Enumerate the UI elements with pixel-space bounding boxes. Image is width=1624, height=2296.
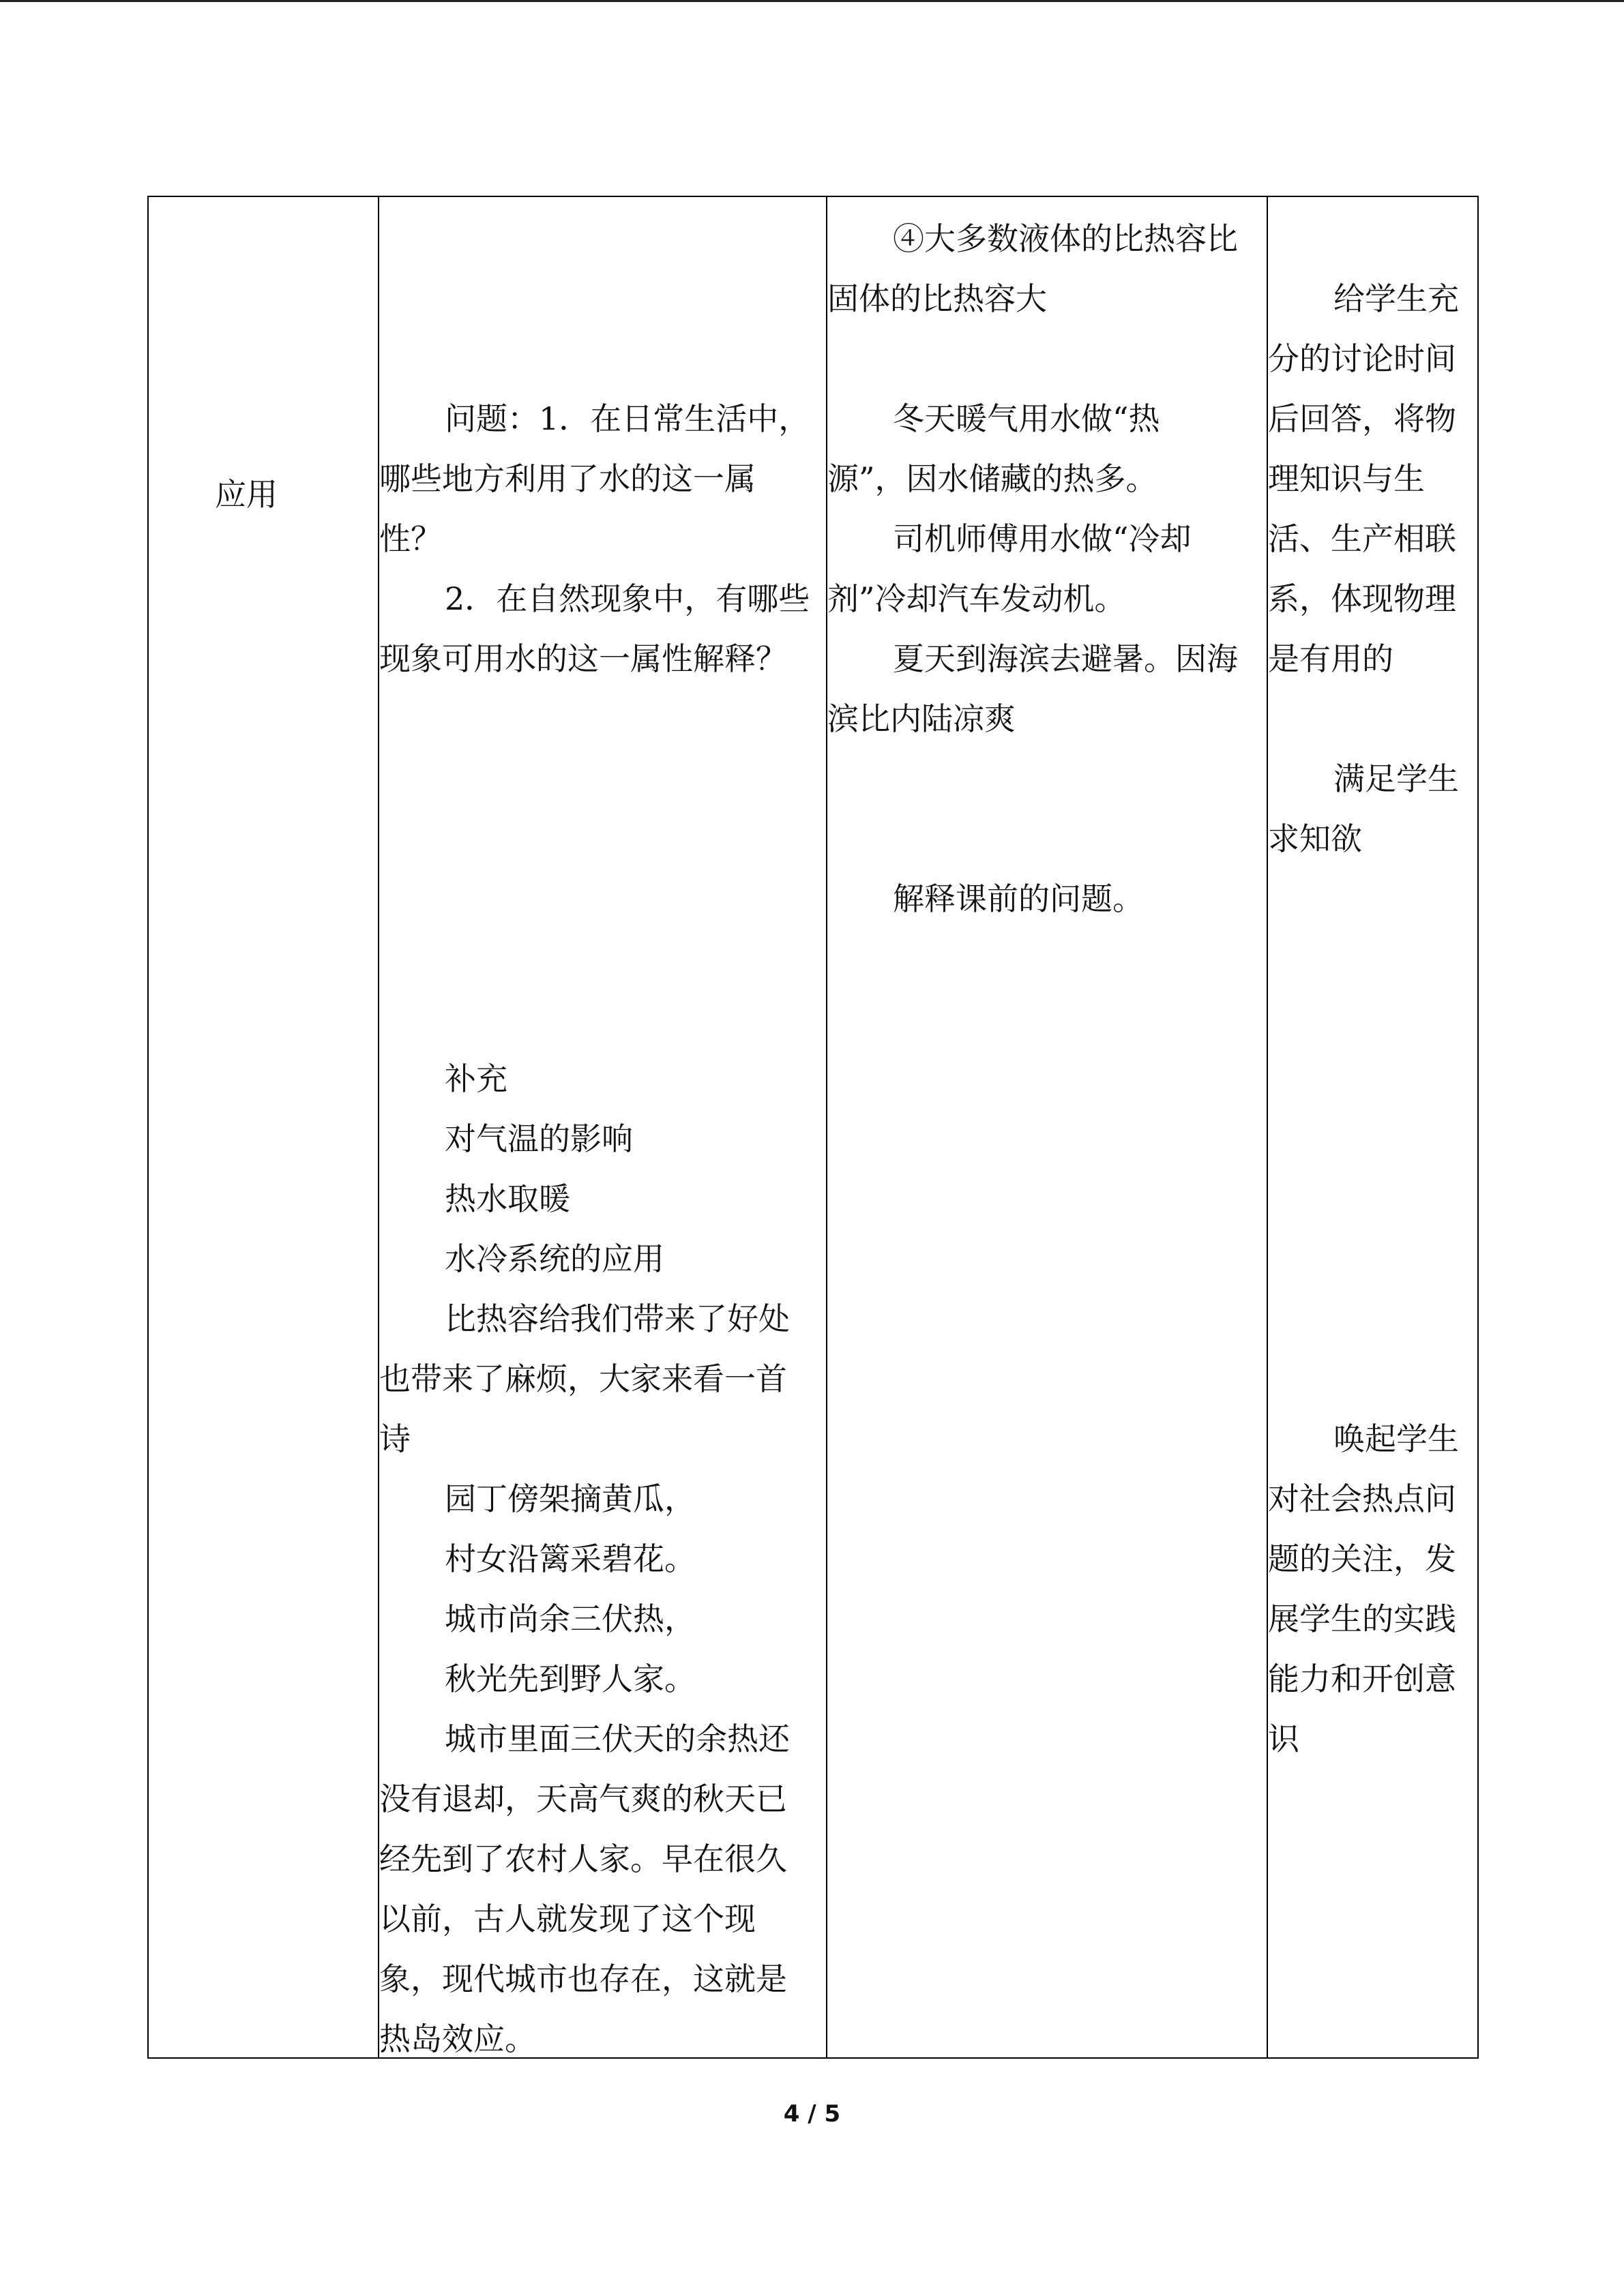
design-intent-line: 题的关注，发	[1268, 1540, 1456, 1577]
page-top-border	[0, 0, 1624, 2]
teacher-activity-line: 经先到了农村人家。早在很久	[379, 1840, 787, 1877]
student-activity-line: 司机师傅用水做“冷却	[893, 520, 1192, 557]
teacher-activity-line: 对气温的影响	[445, 1120, 633, 1157]
design-intent-line: 唤起学生	[1333, 1420, 1459, 1457]
teacher-activity-line: 热水取暖	[445, 1180, 570, 1217]
teacher-activity-line: 水冷系统的应用	[445, 1240, 664, 1277]
design-intent-line: 展学生的实践	[1268, 1600, 1456, 1637]
page-number: 4 / 5	[783, 2100, 841, 2128]
design-intent-line: 识	[1268, 1720, 1299, 1757]
design-intent-line: 系，体现物理	[1268, 580, 1456, 617]
teacher-activity-line: 比热容给我们带来了好处	[445, 1300, 790, 1337]
student-activity-line: 剂”冷却汽车发动机。	[827, 580, 1126, 617]
student-activity-cell	[827, 196, 1267, 2058]
teacher-activity-line: 村女沿篱采碧花。	[445, 1540, 696, 1577]
design-intent-line: 给学生充	[1333, 280, 1459, 317]
design-intent-cell	[1267, 196, 1478, 2058]
student-activity-line: 解释课前的问题。	[893, 880, 1144, 917]
teacher-activity-line: 象，现代城市也存在，这就是	[379, 1960, 787, 1997]
teacher-activity-line: 热岛效应。	[379, 2021, 536, 2057]
stage-label: 应用	[215, 476, 278, 513]
teacher-activity-line: 诗	[379, 1420, 411, 1457]
design-intent-line: 理知识与生	[1268, 460, 1425, 497]
design-intent-line: 活、生产相联	[1268, 520, 1456, 557]
teacher-activity-line: 城市尚余三伏热，	[445, 1600, 696, 1637]
design-intent-line: 后回答，将物	[1268, 400, 1456, 437]
teacher-activity-line: 现象可用水的这一属性解释？	[379, 640, 787, 677]
teacher-activity-line: 以前，古人就发现了这个现	[379, 1900, 756, 1937]
teacher-activity-line: 园丁傍架摘黄瓜，	[445, 1480, 696, 1517]
teacher-activity-line: 城市里面三伏天的余热还	[445, 1720, 790, 1757]
student-activity-line: 固体的比热容大	[827, 280, 1047, 317]
teacher-activity-line: 哪些地方利用了水的这一属	[379, 460, 756, 497]
design-intent-line: 能力和开创意	[1268, 1660, 1456, 1697]
lesson-plan-table	[147, 196, 1479, 2059]
design-intent-line: 分的讨论时间	[1268, 340, 1456, 377]
student-activity-line: 源”，因水储藏的热多。	[827, 460, 1157, 497]
teacher-activity-cell	[379, 196, 827, 2058]
teacher-activity-line: 2．在自然现象中，有哪些	[445, 580, 810, 617]
teacher-activity-line: 性？	[379, 520, 442, 557]
student-activity-line: ④大多数液体的比热容比	[893, 220, 1238, 257]
teacher-activity-line: 秋光先到野人家。	[445, 1660, 696, 1697]
design-intent-line: 求知欲	[1268, 820, 1362, 857]
teacher-activity-line: 没有退却，天高气爽的秋天已	[379, 1780, 787, 1817]
design-intent-line: 对社会热点问	[1268, 1480, 1456, 1517]
teacher-activity-line: 问题：1．在日常生活中，	[445, 400, 810, 437]
design-intent-line: 是有用的	[1268, 640, 1393, 677]
design-intent-line: 满足学生	[1333, 760, 1459, 797]
teacher-activity-line: 也带来了麻烦，大家来看一首	[379, 1360, 787, 1397]
teacher-activity-line: 补充	[445, 1060, 507, 1097]
table-row	[148, 196, 1478, 2058]
stage-cell	[148, 196, 379, 2058]
student-activity-line: 冬天暖气用水做“热	[893, 400, 1160, 437]
student-activity-line: 滨比内陆凉爽	[827, 700, 1016, 737]
student-activity-line: 夏天到海滨去避暑。因海	[893, 640, 1238, 677]
